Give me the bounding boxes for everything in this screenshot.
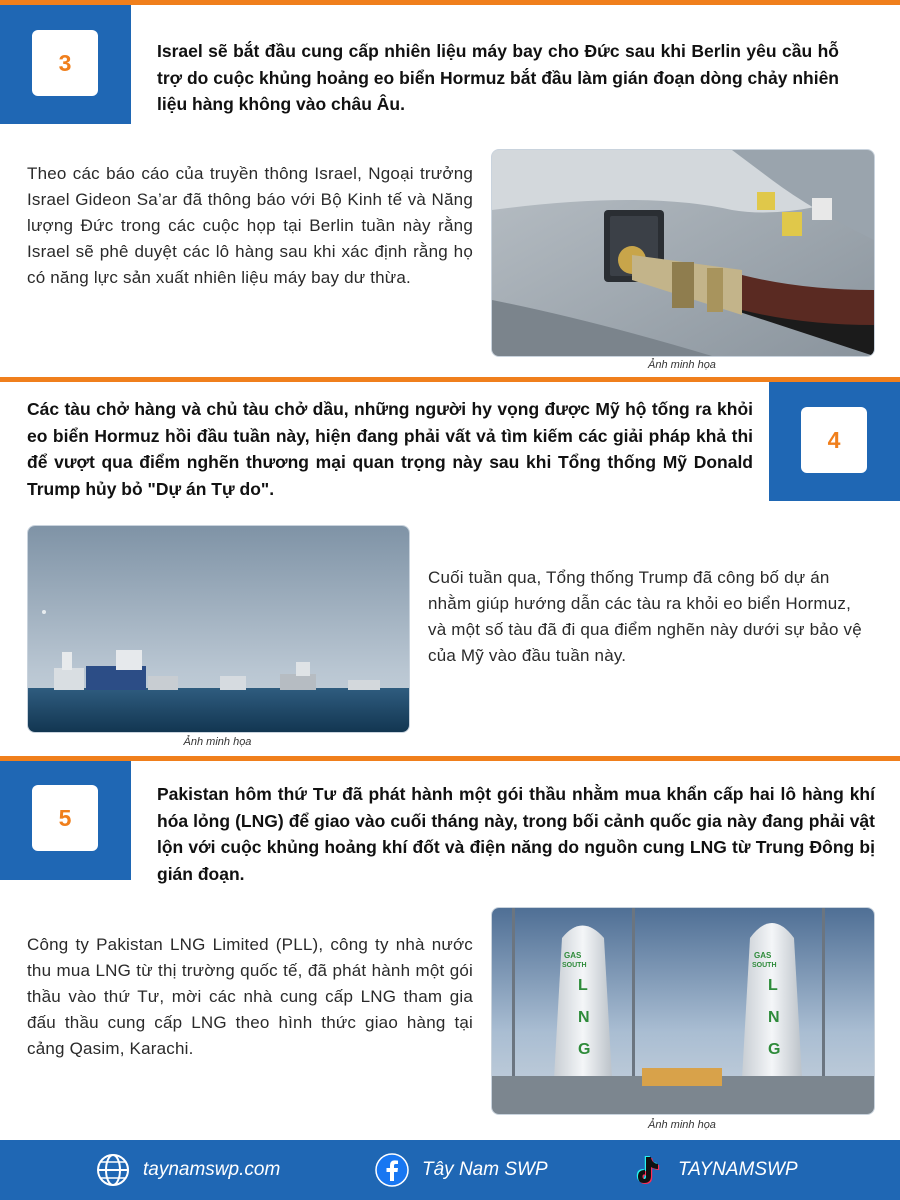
section-5-caption: Ảnh minh họa [648,1119,716,1131]
section-3-body: Theo các báo cáo của truyền thông Israel, Ngoại trưởng Israel Gideon Sa’ar đã thông báo với Bộ Kinh tế và Năng lượng Đức trong các cuộc họp tại Berlin tuần này rằng Israel sẽ phê duyệt các lô hàng sau khi xác định rằng họ có năng lực sản xuất nhiên liệu máy bay dư thừa. [27,164,473,287]
tank-brand-line1: GAS [564,951,582,960]
tank-letter-3: G [578,1041,591,1058]
tank-letter-1: L [578,977,588,994]
footer-bar [0,1140,900,1200]
tank2-brand-line1: GAS [754,951,772,960]
section-4-photo-ships-hormuz [27,525,410,733]
section-4-headline: Các tàu chở hàng và chủ tàu chở dầu, những người hy vọng được Mỹ hộ tống ra khỏi eo biển Hormuz hồi đầu tuần này, hiện đang phải vất vả tìm kiếm các giải pháp khả thi để vượt qua điểm nghẽn thương mại quan trọng này sau khi Tổng thống Mỹ Donald Trump hủy bỏ "Dự án Tự do". [27,399,753,499]
section-divider-5 [0,756,900,761]
footer-website-link[interactable] [95,1140,280,1200]
section-divider-top [0,0,900,5]
section-4-body: Cuối tuần qua, Tổng thống Trump đã công bố dự án nhằm giúp hướng dẫn các tàu ra khỏi eo biển Hormuz, và một số tàu đã đi qua điểm nghẽn này dưới sự bảo vệ của Mỹ vào đầu tuần này. [428,568,862,665]
section-3-photo-jet-refueling [491,149,875,357]
tank2-letter-1: L [768,977,778,994]
section-3-number: 3 [32,30,98,96]
tank2-brand-line2: SOUTH [752,962,777,969]
facebook-icon [374,1152,410,1188]
footer-tiktok-text: TAYNAMSWP [678,1159,798,1180]
footer-website-text: taynamswp.com [143,1159,281,1180]
section-divider-4 [0,377,900,382]
section-5-body: Công ty Pakistan LNG Limited (PLL), công ty nhà nước thu mua LNG từ thị trường quốc tế, đã phát hành một gói thầu vào thứ Tư, mời các nhà cung cấp LNG tham gia đấu thầu cung cấp LNG theo hình thức giao hàng tại cảng Qasim, Karachi. [27,935,473,1058]
section-5-number: 5 [32,785,98,851]
tank2-letter-2: N [768,1009,780,1026]
section-4-number: 4 [801,407,867,473]
tank2-letter-3: G [768,1041,781,1058]
footer-facebook-link[interactable] [374,1140,548,1200]
tank-letter-2: N [578,1009,590,1026]
footer-facebook-text: Tây Nam SWP [422,1159,548,1180]
tiktok-icon [630,1152,666,1188]
section-5-photo-lng-tanks [491,907,875,1115]
section-5-headline: Pakistan hôm thứ Tư đã phát hành một gói thầu nhằm mua khẩn cấp hai lô hàng khí hóa lỏng (LNG) để giao vào cuối tháng này, trong bối cảnh quốc gia này đang phải vật lộn với cuộc khủng hoảng khí đốt và điện năng do nguồn cung LNG từ Trung Đông bị gián đoạn. [157,784,875,884]
tank-brand-line2: SOUTH [562,962,587,969]
section-3-caption: Ảnh minh họa [648,359,716,371]
section-3-headline: Israel sẽ bắt đầu cung cấp nhiên liệu máy bay cho Đức sau khi Berlin yêu cầu hỗ trợ do cuộc khủng hoảng eo biển Hormuz bắt đầu làm gián đoạn dòng chảy nhiên liệu hàng không vào châu Âu. [157,41,839,114]
section-4-caption: Ảnh minh họa [183,736,252,748]
globe-icon [95,1152,131,1188]
footer-tiktok-link[interactable] [630,1140,798,1200]
